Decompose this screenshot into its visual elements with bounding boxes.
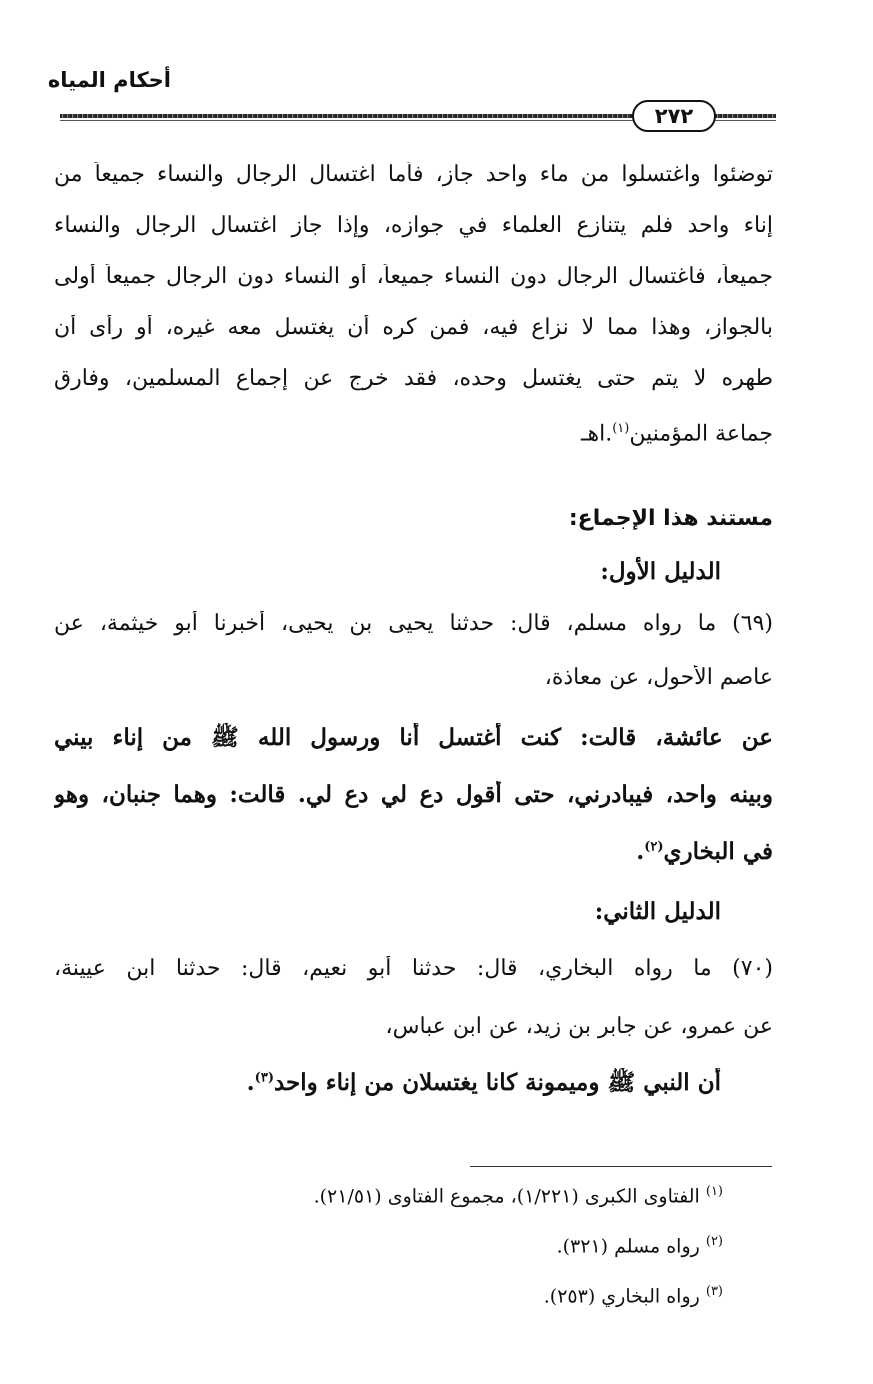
chain-line: (٦٩) ما رواه مسلم، قال: حدثنا يحيى بن يحيى، أخبرنا أبو خيثمة، عن — [54, 611, 773, 636]
footnote-number: (٢) — [705, 1234, 723, 1249]
footnote-text: رواه مسلم (٣٢١). — [556, 1235, 700, 1258]
hadith-line — [54, 1068, 721, 1102]
paragraph-end: .اهـ — [581, 421, 613, 447]
paragraph-text: جماعة المؤمنين — [629, 421, 773, 447]
chain-line: (٧٠) ما رواه البخاري، قال: حدثنا أبو نعيم، قال: حدثنا ابن عيينة، — [54, 956, 773, 981]
footnote-ref: (٣) — [254, 1070, 274, 1086]
chain-line: عن عمرو، عن جابر بن زيد، عن ابن عباس، — [385, 1014, 773, 1039]
footnote-ref: (١) — [612, 421, 630, 436]
page-number: ٢٧٢ — [632, 100, 716, 132]
paragraph-line: طهره لا يتم حتى يغتسل وحده، فقد خرج عن إجماع المسلمين، وفارق — [54, 366, 773, 391]
hadith-text: في البخاري — [663, 838, 773, 865]
evidence-title: الدليل الثاني: — [594, 898, 721, 925]
hadith-line: وبينه واحد، فيبادرني، حتى أقول دع لي دع لي. قالت: وهما جنبان، وهو — [54, 781, 773, 808]
footnote — [314, 1184, 723, 1207]
paragraph-line: بالجواز، وهذا مما لا نزاع فيه، فمن كره أن يغتسل معه غيره، أو رأى أن — [54, 315, 773, 340]
footnote-number: (١) — [705, 1184, 723, 1199]
evidence-title: الدليل الأول: — [600, 558, 721, 585]
footnote-number: (٣) — [705, 1284, 723, 1299]
paragraph-line — [54, 421, 773, 446]
footnote-text: رواه البخاري (٢٥٣). — [543, 1285, 700, 1308]
running-title: أحكام المياه — [47, 68, 171, 92]
paragraph-line: جميعاً، فاغتسال الرجال دون النساء جميعاً، أو النساء دون الرجال جميعاً أولى — [54, 264, 773, 289]
hadith-end: . — [246, 1069, 255, 1096]
section-heading: مستند هذا الإجماع: — [568, 506, 773, 531]
footnote-rule — [470, 1166, 772, 1167]
hadith-line: عن عائشة، قالت: كنت أغتسل أنا ورسول الله ﷺ من إناء بيني — [54, 724, 773, 751]
footnote-ref: (٢) — [644, 839, 664, 855]
hadith-line — [54, 838, 773, 865]
footnote — [557, 1234, 723, 1257]
paragraph-line: إناء واحد فلم يتنازع العلماء في جوازه، وإذا جاز اغتسال الرجال والنساء — [54, 213, 773, 238]
footnote-text: الفتاوى الكبرى (١/٢٢١)، مجموع الفتاوى (٢١/٥١). — [313, 1185, 700, 1208]
paragraph-line: توضئوا واغتسلوا من ماء واحد جاز، فأما اغتسال الرجال والنساء جميعاً من — [54, 162, 773, 187]
hadith-end: . — [636, 838, 645, 865]
footnote — [544, 1284, 723, 1307]
hadith-text: أن النبي ﷺ وميمونة كانا يغتسلان من إناء واحد — [273, 1069, 721, 1096]
chain-line: عاصم الأحول، عن معاذة، — [544, 665, 773, 690]
